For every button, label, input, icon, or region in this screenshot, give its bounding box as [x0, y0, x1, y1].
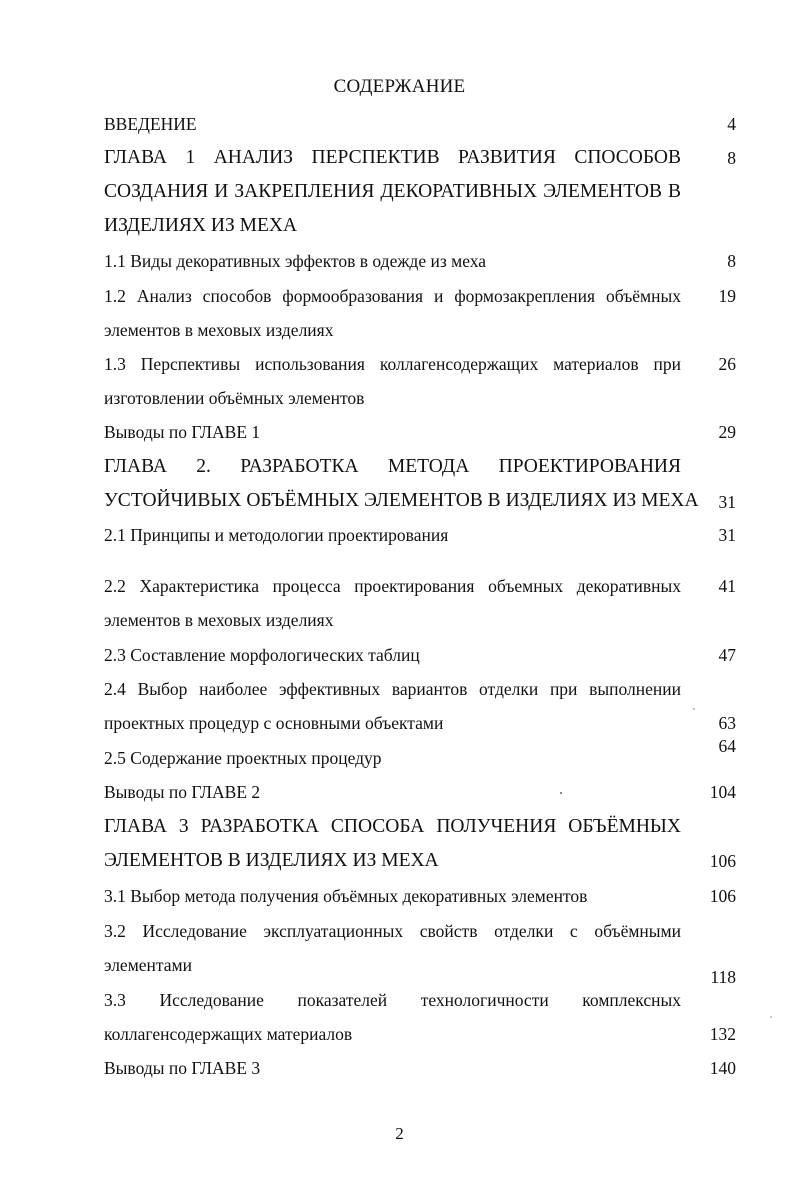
toc-entry-2-3: 2.3 Составление морфологических таблиц	[104, 645, 420, 665]
toc-page-number: 19	[718, 286, 736, 306]
toc-entry-1-2-cont: элементов в меховых изделиях	[104, 320, 334, 340]
toc-entry-chapter-1: ГЛАВА 1 АНАЛИЗ ПЕРСПЕКТИВ РАЗВИТИЯ СПОСОБОВ	[104, 147, 681, 168]
toc-entry-chapter-1-cont: СОЗДАНИЯ И ЗАКРЕПЛЕНИЯ ДЕКОРАТИВНЫХ ЭЛЕМЕНТОВ В	[104, 181, 681, 202]
toc-page-number: 132	[709, 1024, 736, 1044]
toc-entry-2-1: 2.1 Принципы и методологии проектирования	[104, 525, 449, 545]
toc-page-number: 29	[718, 422, 736, 442]
toc-page-number: 140	[709, 1058, 736, 1078]
toc-entry-conclusions-3: Выводы по ГЛАВЕ 3	[104, 1058, 261, 1078]
toc-page-number: 8	[727, 148, 736, 168]
page-number-footer: 2	[395, 1124, 404, 1143]
toc-page-number: 118	[710, 967, 736, 987]
toc-entry-3-3-cont: коллагенсодержащих материалов	[104, 1024, 353, 1044]
toc-entry-conclusions-2: Выводы по ГЛАВЕ 2	[104, 782, 261, 802]
toc-page-number: 63	[718, 713, 736, 733]
toc-entry-2-4: 2.4 Выбор наиболее эффективных вариантов отделки при выполнении	[104, 679, 681, 699]
toc-page-number: 106	[709, 886, 736, 906]
toc-page-number: 31	[718, 525, 736, 545]
toc-page-number: 104	[709, 782, 736, 802]
toc-entry-intro: ВВЕДЕНИЕ	[104, 114, 197, 134]
toc-entry-2-2: 2.2 Характеристика процесса проектирования объемных декоративных	[104, 576, 681, 596]
toc-entry-3-2-cont: элементами	[104, 955, 192, 975]
toc-page-number: 8	[727, 251, 736, 271]
toc-entry-3-1: 3.1 Выбор метода получения объёмных декоративных элементов	[104, 886, 588, 906]
toc-entry-3-3: 3.3 Исследование показателей технологичности комплексных	[104, 990, 681, 1010]
toc-entry-chapter-2: ГЛАВА 2. РАЗРАБОТКА МЕТОДА ПРОЕКТИРОВАНИЯ	[104, 456, 681, 477]
toc-entry-3-2: 3.2 Исследование эксплуатационных свойств отделки с объёмными	[104, 921, 681, 941]
toc-entry-chapter-3-cont: ЭЛЕМЕНТОВ В ИЗДЕЛИЯХ ИЗ МЕХА	[104, 850, 439, 871]
page-title: СОДЕРЖАНИЕ	[333, 76, 466, 97]
toc-entry-conclusions-1: Выводы по ГЛАВЕ 1	[104, 422, 261, 442]
toc-entry-chapter-1-cont: ИЗДЕЛИЯХ ИЗ МЕХА	[104, 215, 298, 236]
toc-entry-2-5: 2.5 Содержание проектных процедур	[104, 748, 382, 768]
toc-page-number: 4	[727, 114, 736, 134]
toc-entry-2-4-cont: проектных процедур с основными объектами	[104, 713, 444, 733]
toc-page-number: 41	[718, 576, 736, 596]
toc-entry-1-2: 1.2 Анализ способов формообразования и формозакрепления объёмных	[104, 286, 681, 306]
toc-entry-1-3: 1.3 Перспективы использования коллагенсодержащих материалов при	[104, 354, 681, 374]
toc-page-number: 26	[718, 354, 736, 374]
toc-entry-chapter-2-cont: УСТОЙЧИВЫХ ОБЪЁМНЫХ ЭЛЕМЕНТОВ В ИЗДЕЛИЯХ ИЗ МЕХА	[104, 490, 699, 511]
toc-entry-2-2-cont: элементов в меховых изделиях	[104, 610, 334, 630]
scan-speck	[693, 708, 695, 710]
toc-page-number: 106	[709, 851, 736, 871]
scan-speck	[560, 792, 562, 794]
toc-page-number: 31	[718, 492, 736, 512]
toc-page-number: 47	[718, 645, 736, 665]
toc-page-number: 64	[718, 736, 736, 756]
toc-entry-1-1: 1.1 Виды декоративных эффектов в одежде из меха	[104, 251, 487, 271]
scan-speck	[770, 1016, 772, 1018]
toc-entry-chapter-3: ГЛАВА 3 РАЗРАБОТКА СПОСОБА ПОЛУЧЕНИЯ ОБЪЁМНЫХ	[104, 816, 681, 837]
toc-entry-1-3-cont: изготовлении объёмных элементов	[104, 388, 365, 408]
